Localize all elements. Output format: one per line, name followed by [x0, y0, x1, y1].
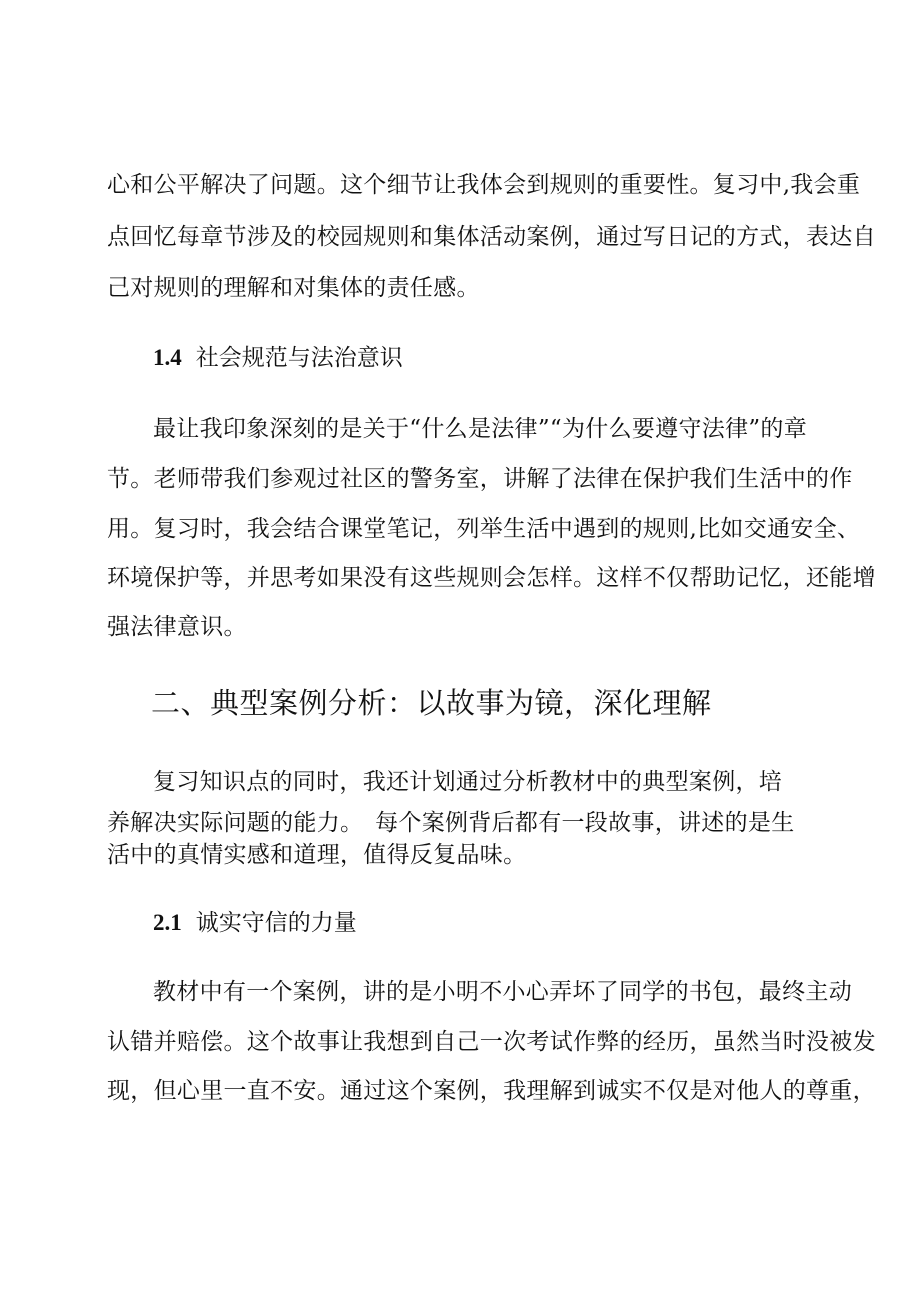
paragraph-line: 活中的真情实感和道理，值得反复品味。 [107, 842, 527, 868]
paragraph-line: 复习知识点的同时，我还计划通过分析教材中的典型案例，培 [153, 769, 783, 795]
paragraph-line: 教材中有一个案例，讲的是小明不小心弄坏了同学的书包，最终主动 [153, 979, 852, 1005]
paragraph-line: 己对规则的理解和对集体的责任感。 [107, 275, 480, 301]
section-number: 1.4 [153, 345, 182, 370]
paragraph-line: 强法律意识。 [107, 614, 247, 640]
paragraph-line: 节。老师带我们参观过社区的警务室，讲解了法律在保护我们生活中的作 [107, 466, 853, 492]
section-title: 诚实守信的力量 [195, 910, 357, 936]
paragraph-line: 最让我印象深刻的是关于“什么是法律”“为什么要遵守法律”的章 [153, 416, 808, 442]
paragraph-line: 认错并赔偿。这个故事让我想到自己一次考试作弊的经历，虽然当时没被发 [107, 1029, 876, 1055]
paragraph-line: 现，但心里一直不安。通过这个案例，我理解到诚实不仅是对他人的尊重， [107, 1078, 876, 1104]
paragraph-line: 心和公平解决了问题。这个细节让我体会到规则的重要性。复习中,我会重 [107, 172, 861, 198]
section-number: 2.1 [153, 910, 182, 935]
chapter-heading-2: 二、典型案例分析：以故事为镜，深化理解 [151, 686, 712, 720]
paragraph-line: 养解决实际问题的能力。 每个案例背后都有一段故事，讲述的是生 [107, 810, 795, 836]
section-title: 社会规范与法治意识 [195, 345, 403, 371]
paragraph-line: 点回忆每章节涉及的校园规则和集体活动案例，通过写日记的方式，表达自 [107, 224, 876, 250]
paragraph-line: 环境保护等，并思考如果没有这些规则会怎样。这样不仅帮助记忆，还能增 [107, 565, 876, 591]
section-heading-2-1 [153, 908, 357, 938]
section-heading-1-4 [153, 343, 403, 373]
paragraph-line: 用。复习时，我会结合课堂笔记，列举生活中遇到的规则,比如交通安全、 [107, 516, 861, 542]
